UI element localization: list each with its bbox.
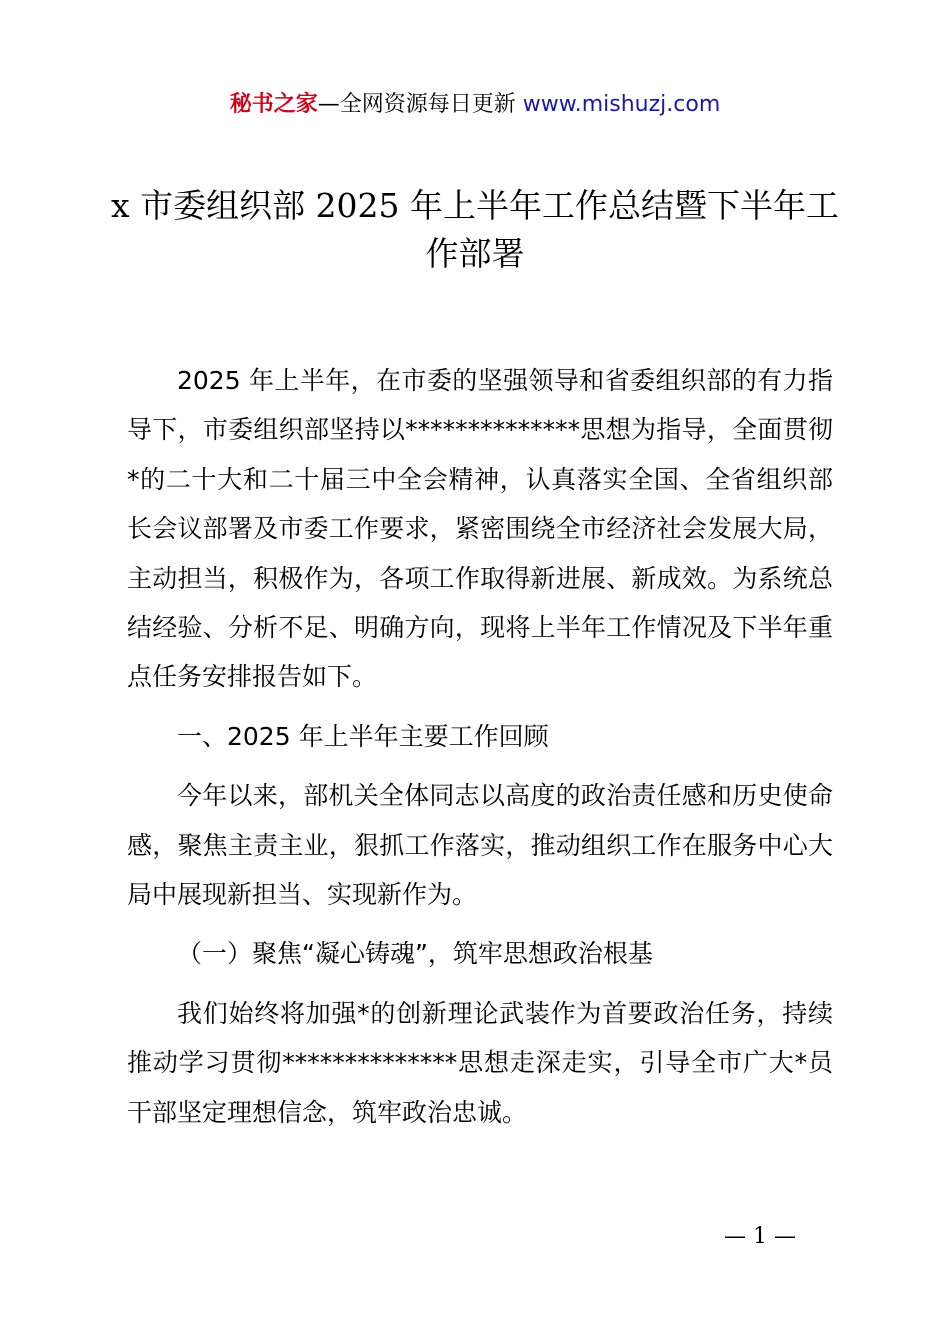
- site-link[interactable]: www.mishuzj.com: [522, 92, 721, 117]
- site-banner: [0, 88, 950, 122]
- document-title: x 市委组织部 2025 年上半年工作总结暨下半年工作部署: [110, 186, 840, 273]
- section-1-paragraph: 今年以来，部机关全体同志以高度的政治责任感和历史使命感，聚焦主责主业，狠抓工作落实，推动组织工作在服务中心大局中展现新担当、实现新作为。: [127, 781, 833, 910]
- subsection-1-paragraph: 我们始终将加强*的创新理论武装作为首要政治任务，持续推动学习贯彻**************思想走深走实，引导全市广大*员干部坚定理想信念，筑牢政治忠诚。: [127, 998, 833, 1127]
- intro-paragraph: 2025 年上半年，在市委的坚强领导和省委组织部的有力指导下，市委组织部坚持以**************思想为指导，全面贯彻*的二十大和二十届三中全会精神，认真落实全国、全省组织部长会议部署及市委工作要求，紧密围绕全市经济社会发展大局，主动担当，积极作为，各项工作取得新进展、新成效。为系统总结经验、分析不足、明确方向，现将上半年工作情况及下半年重点任务安排报告如下。: [127, 366, 833, 692]
- subsection-heading-1: （一）聚焦“凝心铸魂”，筑牢思想政治根基: [177, 939, 653, 969]
- document-body: [127, 356, 833, 1137]
- page-number: — 1 —: [724, 1224, 796, 1249]
- brand-name: 秘书之家: [229, 92, 318, 117]
- banner-slogan: —全网资源每日更新: [317, 92, 523, 117]
- section-heading-1: 一、2025 年上半年主要工作回顾: [177, 721, 549, 751]
